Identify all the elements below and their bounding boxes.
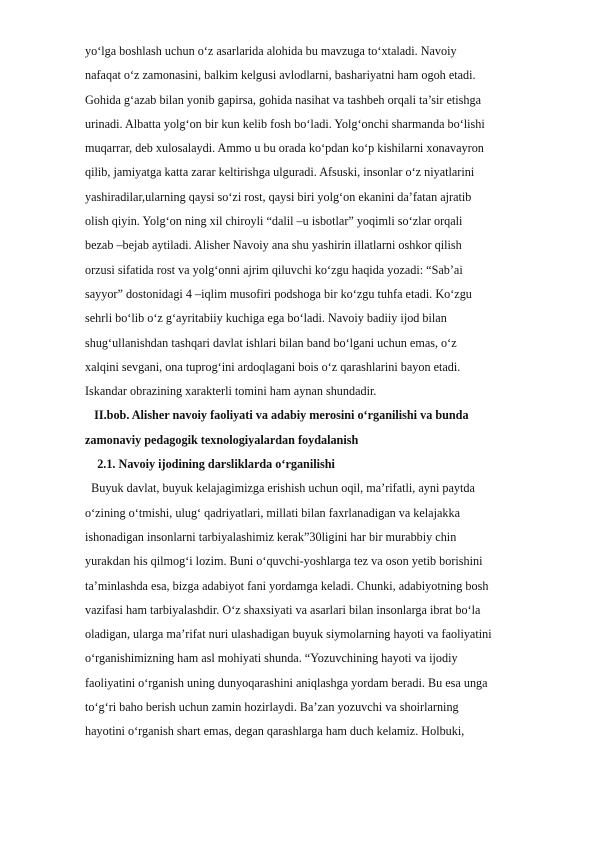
paragraph-main — [85, 476, 595, 743]
text-line: faoliyatini o‘rganish uning dunyoqarashini aniqlashga yordam beradi. Bu esa unga — [85, 675, 488, 690]
text-line: sayyor” dostonidagi 4 –iqlim musofiri podshoga bir ko‘zgu tuhfa etadi. Ko‘zgu — [85, 286, 472, 301]
text-line: Buyuk davlat, buyuk kelajagimizga erishish uchun oqil, ma’rifatli, ayni paytda — [85, 481, 475, 496]
text-line: o‘zining o‘tmishi, ulug‘ qadriyatlari, millati bilan faxrlanadigan va kelajakka — [85, 505, 460, 520]
text-line: nafaqat o‘z zamonasini, balkim kelgusi avlodlarni, bashariyatni ham ogoh etadi. — [85, 68, 476, 83]
text-line: xalqini sevgani, ona tuprog‘ini ardoqlagani bois o‘z qarashlarini bayon etadi. — [85, 359, 461, 374]
text-line: oladigan, ularga ma’rifat nuri ulashadigan buyuk siymolarning hayoti va faoliyatini — [85, 627, 492, 642]
text-line: yashiradilar,ularning qaysi so‘zi rost, qaysi biri yolg‘on ekanini da’fatan ajratib — [85, 189, 472, 204]
text-line: ishonadigan insonlarni tarbiyalashimiz kerak”30ligini har bir murabbiy chin — [85, 529, 457, 544]
text-line: bezab –bejab aytiladi. Alisher Navoiy ana shu yashirin illatlarni oshkor qilish — [85, 238, 462, 253]
text-line: ta’minlashda esa, bizga adabiyot fani yordamga keladi. Chunki, adabiyotning bosh — [85, 578, 489, 593]
chapter-heading-line: zamonaviy pedagogik texnologiyalardan foydalanish — [85, 432, 359, 447]
text-line: yurakdan his qilmog‘i lozim. Buni o‘quvchi-yoshlarga tez va oson yetib borishini — [85, 554, 483, 569]
text-line: o‘rganishimizning ham asl mohiyati shunda. “Yozuvchining hayoti va ijodiy — [85, 651, 458, 666]
text-line: muqarrar, deb xulosalaydi. Ammo u bu orada ko‘pdan ko‘p kishilarni xonavayron — [85, 141, 484, 156]
text-line: Iskandar obrazining xarakterli tomini ham aynan shundadir. — [85, 384, 377, 399]
text-line: yo‘lga boshlash uchun o‘z asarlarida alohida bu mavzuga to‘xtaladi. Navoiy — [85, 44, 457, 58]
chapter-heading-line: II.bob. Alisher navoiy faoliyati va adabiy merosini o‘rganilishi va bunda — [85, 408, 469, 423]
document-body — [85, 39, 595, 744]
text-line: hayotini o‘rganish shart emas, degan qarashlarga ham duch kelamiz. Holbuki, — [85, 724, 465, 739]
section-heading: 2.1. Navoiy ijodining darsliklarda o‘rganilishi — [85, 457, 335, 472]
text-line: qilib, jamiyatga katta zarar keltirishga ulguradi. Afsuski, insonlar o‘z niyatlarini — [85, 165, 475, 180]
text-line: vazifasi ham tarbiyalashdir. O‘z shaxsiyati va asarlari bilan insonlarga ibrat bo‘la — [85, 602, 481, 617]
text-line: urinadi. Albatta yolg‘on bir kun kelib fosh bo‘ladi. Yolg‘onchi sharmanda bo‘lishi — [85, 116, 485, 131]
text-line: orzusi sifatida rost va yolg‘onni ajrim qiluvchi ko‘zgu haqida yozadi: “Sab’ai — [85, 262, 463, 277]
text-line: to‘g‘ri baho berish uchun zamin hozirlaydi. Ba’zan yozuvchi va shoirlarning — [85, 700, 459, 715]
chapter-heading — [85, 403, 595, 452]
text-line: olish qiyin. Yolg‘on ning xil chiroyli “dalil –u isbotlar” yoqimli so‘zlar orqali — [85, 214, 463, 229]
text-line: shug‘ullanishdan tashqari davlat ishlari bilan band bo‘lgani uchun emas, o‘z — [85, 335, 457, 350]
text-line: Gohida g‘azab bilan yonib gapirsa, gohida nasihat va tashbeh orqali ta’sir etishga — [85, 92, 481, 107]
paragraph-intro — [85, 39, 595, 403]
text-line: sehrli bo‘lib o‘z g‘ayritabiiy kuchiga ega bo‘ladi. Navoiy badiiy ijod bilan — [85, 311, 447, 326]
